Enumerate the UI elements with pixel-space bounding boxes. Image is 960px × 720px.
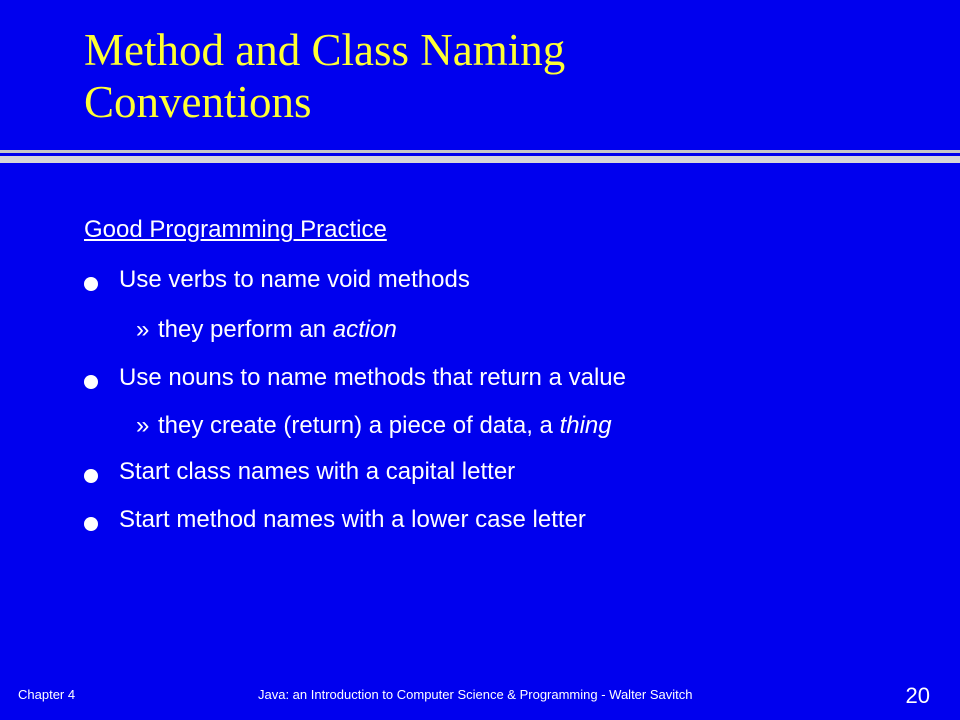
- title-divider-thick: [0, 156, 960, 163]
- bullet-item: Use verbs to name void methods: [119, 266, 470, 293]
- chevron-marker-icon: »: [136, 412, 150, 439]
- bullet-dot-icon: [84, 469, 98, 483]
- sub-bullet-emphasis: action: [332, 316, 397, 343]
- sub-bullet-item: [136, 412, 612, 440]
- sub-bullet-text: they create (return) a piece of data, a: [158, 412, 560, 439]
- slide-title-line-1: Method and Class Naming: [84, 25, 566, 75]
- bullet-dot-icon: [84, 277, 98, 291]
- bullet-item: Start class names with a capital letter: [119, 458, 516, 485]
- page-number: 20: [905, 683, 930, 708]
- bullet-dot-icon: [84, 375, 98, 389]
- bullet-item: Start method names with a lower case letter: [119, 506, 586, 533]
- footer-chapter: Chapter 4: [18, 687, 76, 702]
- sub-bullet-item: [136, 316, 397, 344]
- section-heading: Good Programming Practice: [84, 216, 387, 243]
- sub-bullet-text: they perform an: [158, 316, 333, 343]
- bullet-dot-icon: [84, 517, 98, 531]
- chevron-marker-icon: »: [136, 316, 150, 343]
- slide-title: [84, 24, 924, 128]
- slide-title-line-2: Conventions: [84, 77, 312, 127]
- bullet-item: Use nouns to name methods that return a value: [119, 364, 626, 391]
- footer-book-title: Java: an Introduction to Computer Science & Programming - Walter Savitch: [258, 687, 693, 702]
- sub-bullet-emphasis: thing: [559, 412, 612, 439]
- title-divider-thin: [0, 150, 960, 153]
